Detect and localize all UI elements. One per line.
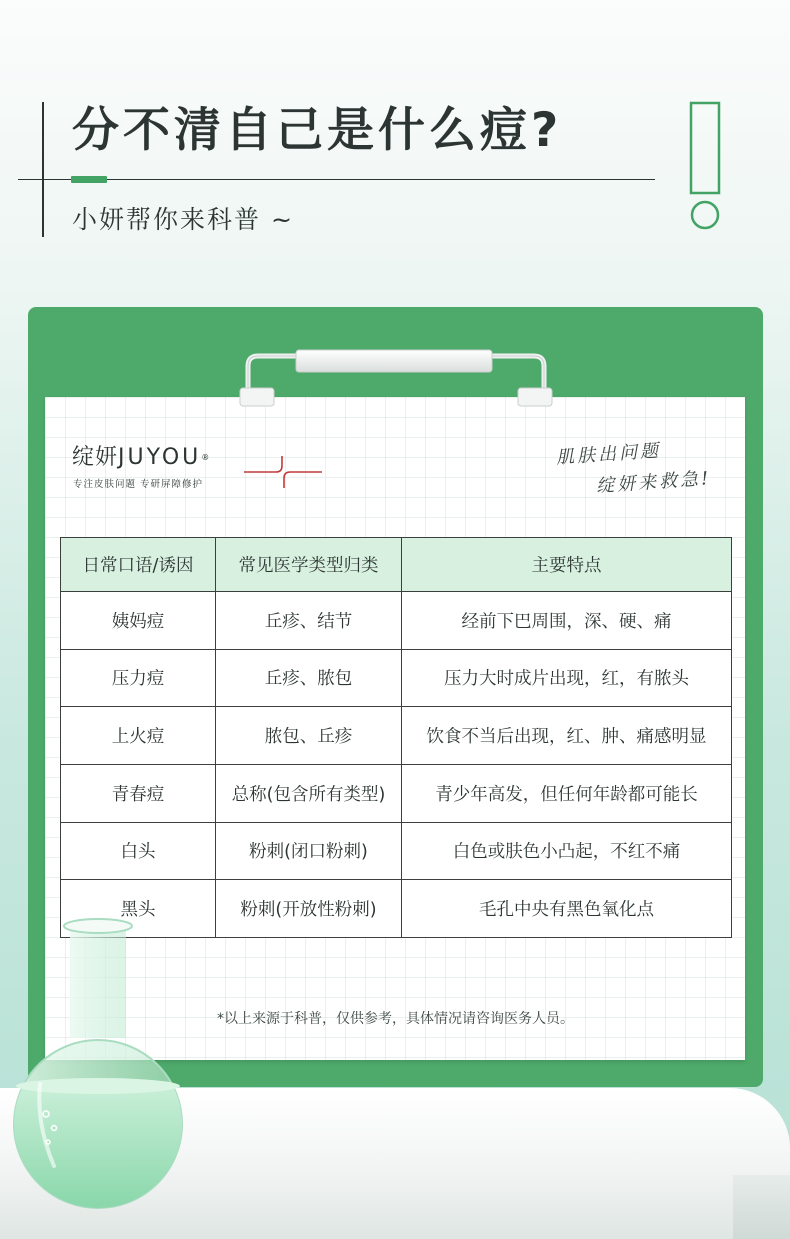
brand-slogan: 专注皮肤问题 专研屏障修护 xyxy=(73,479,204,490)
table-cell: 丘疹、脓包 xyxy=(216,649,402,707)
table-cell: 脓包、丘疹 xyxy=(216,707,402,765)
brand-name-en: JUYOU xyxy=(118,445,202,470)
table-row xyxy=(61,764,732,822)
table-row xyxy=(61,649,732,707)
table-cell: 青春痘 xyxy=(61,764,216,822)
table-cell: 毛孔中央有黑色氧化点 xyxy=(402,880,732,938)
table-cell: 粉刺(闭口粉刺) xyxy=(216,822,402,880)
table-cell: 经前下巴周围，深、硬、痛 xyxy=(402,592,732,650)
column-header: 日常口语/诱因 xyxy=(61,538,216,592)
page-subtitle: 小妍帮你来科普 ~ xyxy=(72,205,294,234)
table-cell: 青少年高发，但任何年龄都可能长 xyxy=(402,764,732,822)
column-header: 主要特点 xyxy=(402,538,732,592)
disclaimer-note: *以上来源于科普，仅供参考，具体情况请咨询医务人员。 xyxy=(217,1011,574,1027)
table-header-row xyxy=(61,538,732,592)
handwritten-line-2: 绽妍来救急! xyxy=(595,468,712,497)
table-row xyxy=(61,707,732,765)
table-row xyxy=(61,822,732,880)
brand-name-cn: 绽妍 xyxy=(72,445,119,470)
column-header: 常见医学类型归类 xyxy=(216,538,402,592)
white-table-edge xyxy=(733,1175,790,1239)
table-cell: 白色或肤色小凸起，不红不痛 xyxy=(402,822,732,880)
header-accent-bar xyxy=(71,176,107,183)
table-row xyxy=(61,592,732,650)
table-cell: 姨妈痘 xyxy=(61,592,216,650)
table-cell: 丘疹、结节 xyxy=(216,592,402,650)
round-flask-icon xyxy=(10,914,190,1214)
table-cell: 饮食不当后出现，红、肿、痛感明显 xyxy=(402,707,732,765)
table-cell: 粉刺(开放性粉刺) xyxy=(216,880,402,938)
exclamation-mark-icon xyxy=(688,101,722,231)
handwritten-slogan xyxy=(556,440,744,504)
brand-name xyxy=(72,442,210,474)
table-cell: 上火痘 xyxy=(61,707,216,765)
brand-mark-icon xyxy=(242,446,322,490)
registered-mark: ® xyxy=(201,453,211,462)
table-cell: 压力大时成片出现，红，有脓头 xyxy=(402,649,732,707)
brand-logo xyxy=(72,442,332,494)
table-cell: 总称(包含所有类型) xyxy=(216,764,402,822)
header-horizontal-line xyxy=(18,179,655,180)
acne-type-table xyxy=(60,537,732,938)
header-vertical-line xyxy=(42,102,44,237)
table-cell: 压力痘 xyxy=(61,649,216,707)
table-cell: 黑头 xyxy=(61,880,216,938)
handwritten-line-1: 肌肤出问题 xyxy=(555,440,662,469)
table-cell: 白头 xyxy=(61,822,216,880)
clipboard-clip-icon xyxy=(238,348,554,410)
page-title: 分不清自己是什么痘? xyxy=(72,103,563,158)
